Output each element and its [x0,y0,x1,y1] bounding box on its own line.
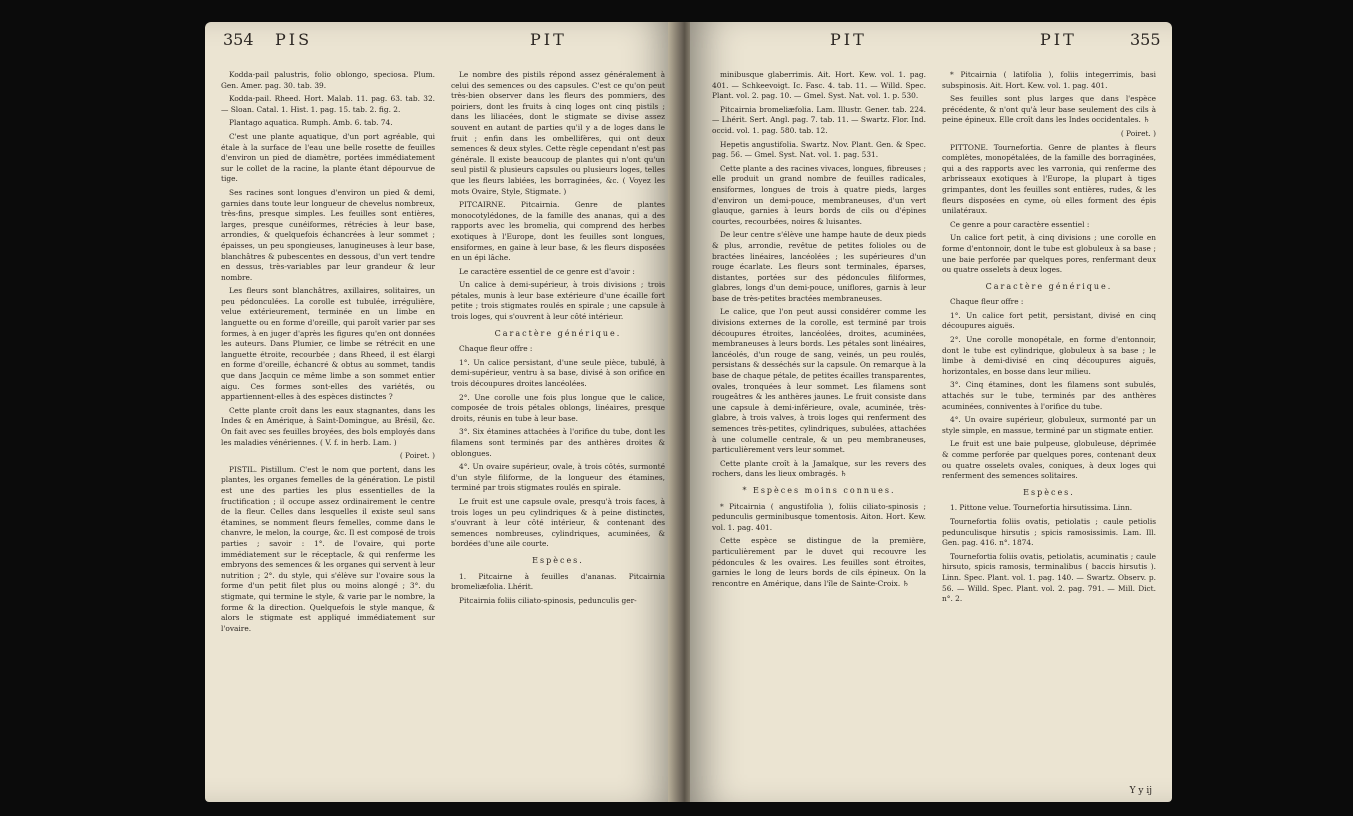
paragraph: 1. Pitcairne à feuilles d'ananas. Pitcairnia bromeliæfolia. Lhérit. [451,571,665,592]
paragraph: PITCAIRNE. Pitcairnia. Genre de plantes monocotylédones, de la famille des ananas, qui a des rapports avec les bromelia, qui comprend des herbes exotiques à l'Europe, dont les feuilles sont longues, ensiformes, en gaine à leur base, & les fleurs disposées en un épi lâche. [451,200,665,263]
left-column-1 [221,70,435,637]
paragraph: Le calice, que l'on peut aussi considérer comme les divisions externes de la corolle, est terminé par trois découpures étroites, lancéolées, droites, acuminées, membraneuses à leurs bords. Les pétales sont linéaires, lancéolés, d'un rouge de sang, veinés, un peu roulés, persistans & desséchés sur la capsule. On remarque à la base de chaque pétale, de petites écailles transparentes, ovales, tronquées à leur sommet. Les filamens sont rougeâtres & les anthères jaunes. Le fruit consiste dans une capsule à demi-inférieure, ovale, acuminée, très-glabre, à trois valves, à trois loges qui renferment des semences très-petites, cylindriques, subulées, attachées à une columelle centrale, & un peu membraneuses, particulièrement vers leur sommet. [712,307,926,455]
paragraph: De leur centre s'élève une hampe haute de deux pieds & plus, arrondie, revêtue de petites folioles ou de bractées linéaires, lancéolées ; les supérieures d'un rouge écarlate. Les fleurs sont terminales, éparses, distantes, portées sur des pédoncules filiformes, glabres, longs d'un demi-pouce, uniflores, garnis à leur base de très-petites bractées membraneuses. [712,230,926,303]
paragraph: Cette espèce se distingue de la première, particulièrement par le duvet qui recouvre les pédoncules & les ovaires. Les feuilles sont étroites, garnies le long de leurs bords de cils épineux. On la rencontre en Amérique, dans l'île de Sainte-Croix. ♄ [712,536,926,588]
paragraph: Ses feuilles sont plus larges que dans l'espèce précédente, & n'ont qu'à leur base seulement des cils à peine épineux. Elle croît dans les Indes occidentales. ♄ [942,94,1156,125]
paragraph: 4°. Un ovaire supérieur, ovale, à trois côtés, surmonté d'un style filiforme, de la longueur des étamines, terminé par trois stigmates roulés en spirale. [451,462,665,493]
paragraph: Pitcairnia foliis ciliato-spinosis, pedunculis ger- [459,595,637,605]
paragraph: 4°. Un ovaire supérieur, globuleux, surmonté par un style simple, en massue, terminé par un stigmate entier. [942,415,1156,435]
paragraph: 1. Pittone velue. Tournefortia hirsutissima. Linn. [950,503,1133,513]
paragraph: ( Poiret. ) [1120,128,1156,138]
paragraph: Le caractère essentiel de ce genre est d'avoir : [459,266,635,276]
paragraph: 1°. Un calice persistant, d'une seule pièce, tubulé, à demi-supérieur, ventru à sa base, divisé à son orifice en trois découpures droites lancéolées. [451,357,665,389]
paragraph: Caractère générique. [494,328,622,338]
paragraph: Les fleurs sont blanchâtres, axillaires, solitaires, un peu pédonculées. La corolle est tubulée, irrégulière, velue extérieurement, terminée en un limbe en languette ou en forme d'oreille, qui paroît varier par ses formes, à en juger d'après les figures qu'en ont données les auteurs. Dans Plumier, ce limbe se rétrécit en une languette étroite, recourbée ; dans Rheed, il est élargi en forme d'oreille, échancré & obtus au sommet, tandis que dans Jacquin ce même limbe a son sommet entier aigu. Ces formes sont-elles des variétés, ou appartiennent-elles à des espèces distinctes ? [221,286,435,402]
paragraph: * Espèces moins connues. [742,485,896,495]
paragraph: Un calice fort petit, à cinq divisions ; une corolle en forme d'entonnoir, dont le tube est globuleux à sa base ; une baie perforée par quelques pores, renfermant deux ou quatre osselets à deux loges. [942,233,1156,275]
left-page-number: 354 [223,30,254,49]
paragraph: Plantago aquatica. Rumph. Amb. 6. tab. 74. [229,118,393,128]
paragraph: Le fruit est une capsule ovale, presqu'à trois faces, à trois loges un peu cylindriques & à peine distinctes, s'ouvrant à leur côté intérieur, & contenant des semences nombreuses, cylindriques, acuminées, & bordées d'une aile courte. [451,496,665,549]
paragraph: Kodda-pail. Rheed. Hort. Malab. 11. pag. 63. tab. 32. — Sloan. Catal. 1. Hist. 1. pag. 15. tab. 2. fig. 2. [221,94,435,114]
right-page [690,22,1172,802]
paragraph: 1°. Un calice fort petit, persistant, divisé en cinq découpures aiguës. [942,310,1156,331]
paragraph: * Pitcairnia ( latifolia ), foliis integerrimis, basi subspinosis. Ait. Hort. Kew. vol. 1. pag. 401. [942,70,1156,90]
paragraph: Tournefortia foliis ovatis, petiolatis ; caule petiolis pedunculisque hirsutis ; spicis ramosissimis. Lam. Ill. Gen. pag. 416. n°. 1874. [942,516,1156,548]
right-page-number: 355 [1130,30,1161,49]
paragraph: PITTONE. Tournefortia. Genre de plantes à fleurs complètes, monopétalées, de la famille des borraginées, qui a des rapports avec les varronia, qui renferme des arbrisseaux exotiques à l'Europe, la plupart à tiges grimpantes, dont les feuilles sont entières, rudes, & les fleurs disposées en cyme, où elles forment des épis unilatéraux. [942,142,1156,216]
right-column-1 [712,70,926,592]
left-running-head-center: PIT [530,30,567,49]
paragraph: Chaque fleur offre : [459,344,533,354]
paragraph: PISTIL. Pistillum. C'est le nom que portent, dans les plantes, les organes femelles de la génération. Le pistil est une des parties les plus essentielles de la fructification ; il occupe assez ordinairement le centre de la fleur. Celles dans lesquelles il existe seul sans étamines, se nomment fleurs femelles, comme dans le chanvre, le melon, la courge, &c. Il est composé de trois parties ; savoir : 1°. de l'ovaire, qui porte immédiatement sur le réceptacle, & qui renferme les embryons des semences & les organes qui servent à leur nutrition ; 2°. du style, qui s'élève sur l'ovaire sous la forme d'un petit filet plus ou moins alongé ; 3°. du stigmate, qui termine le style, & varie par le nombre, la forme & la direction. Quelquefois le style manque, & alors le stigmate est appliqué immédiatement sur l'ovaire. [221,464,435,633]
left-running-head: PIS [275,30,313,49]
paragraph: Cette plante a des racines vivaces, longues, fibreuses ; elle produit un grand nombre de feuilles radicales, ensiformes, longues de trois à quatre pieds, larges d'environ un demi-pouce, membraneuses, d'un vert glauque, garnies à leurs bords de cils ou d'épines courtes, recourbées, noires & luisantes. [712,163,926,226]
signature-mark: Y y ij [1129,786,1152,796]
paragraph: minibusque glaberrimis. Ait. Hort. Kew. vol. 1. pag. 401. — Schkeevoigt. Ic. Fasc. 4. tab. 11. — Willd. Spec. Plant. vol. 2. pag. 10. — Gmel. Syst. Nat. vol. 1. p. 530. [712,70,926,101]
paragraph: Un calice à demi-supérieur, à trois divisions ; trois pétales, munis à leur base extérieure d'une écaille fort petite ; trois stigmates roulés en spirale ; une capsule à trois loges, qui s'ouvrent à leur côté intérieur. [451,280,665,322]
paragraph: Cette plante croît à la Jamaïque, sur les revers des rochers, dans les lieux ombragés. ♄ [712,458,926,479]
paragraph: Chaque fleur offre : [950,297,1024,307]
paragraph: Pitcairnia bromeliæfolia. Lam. Illustr. Gener. tab. 224. — Lhérit. Sert. Angl. pag. 7. tab. 11. — Swartz. Flor. Ind. occid. vol. 1. pag. 580. tab. 12. [712,104,926,135]
paragraph: ( Poiret. ) [399,451,435,461]
paragraph: Espèces. [532,555,584,565]
paragraph: Tournefortia foliis ovatis, petiolatis, acuminatis ; caule hirsuto, spicis ramosis, terminalibus ( baccis hirsutis ). Linn. Spec. Plant. vol. 1. pag. 140. — Swartz. Observ. p. 56. — Willd. Spec. Plant. vol. 2. pag. 791. — Mill. Dict. n°. 2. [942,551,1156,604]
paragraph: C'est une plante aquatique, d'un port agréable, qui étale à la surface de l'eau une belle rosette de feuilles d'environ un pied de diamètre, portées immédiatement sur le collet de la racine, la plante étant dépourvue de tige. [221,131,435,184]
left-page [205,22,675,802]
right-running-head: PIT [1040,30,1077,49]
right-running-head-center: PIT [830,30,867,49]
paragraph: Kodda-pail palustris, folio oblongo, speciosa. Plum. Gen. Amer. pag. 30. tab. 39. [221,70,435,90]
left-column-2 [451,70,665,609]
paragraph: 3°. Cinq étamines, dont les filamens sont subulés, attachés sur le tube, terminés par des anthères acuminées, conniventes à l'orifice du tube. [942,380,1156,411]
paragraph: 2°. Une corolle monopétale, en forme d'entonnoir, dont le tube est cylindrique, globuleux à sa base ; le limbe à demi-divisé en cinq découpures aiguës, horizontales, en bosse dans leur milieu. [942,335,1156,376]
paragraph: Hepetis angustifolia. Swartz. Nov. Plant. Gen. & Spec. pag. 56. — Gmel. Syst. Nat. vol. 1. pag. 531. [712,139,926,160]
right-column-2 [942,70,1156,608]
paragraph: Ce genre a pour caractère essentiel : [950,219,1090,229]
paragraph: Caractère générique. [985,281,1113,291]
paragraph: 3°. Six étamines attachées à l'orifice du tube, dont les filamens sont terminés par des anthères droites & oblongues. [451,427,665,458]
paragraph: 2°. Une corolle une fois plus longue que le calice, composée de trois pétales oblongs, linéaires, presque droits, réunis en tube à leur base. [451,392,665,423]
paragraph: Le fruit est une baie pulpeuse, globuleuse, déprimée & comme perforée par quelques pores, contenant deux ou quatre osselets ovales, coniques, à deux loges qui renferment des semences solitaires. [942,439,1156,481]
paragraph: Espèces. [1023,487,1075,497]
paragraph: * Pitcairnia ( angustifolia ), foliis ciliato-spinosis ; pedunculis germinibusque tomentosis. Aiton. Hort. Kew. vol. 1. pag. 401. [712,501,926,532]
paragraph: Le nombre des pistils répond assez généralement à celui des semences ou des capsules. C'est ce qu'on peut très-bien observer dans les fleurs des pommiers, des poiriers, dont les fruits à cinq loges ont cinq pistils ; dans les liliacées, dont le stigmate se divise assez souvent en autant de parties qu'il y a de loges dans le fruit ; enfin dans les ombellifères, qui ont deux semences & deux styles. Cette règle cependant n'est pas générale. Il existe beaucoup de plantes qui n'ont qu'un seul pistil & plusieurs capsules ou plusieurs loges, telles que les fleurs labiées, les borraginées, &c. ( Voyez les mots Ovaire, Style, Stigmate. ) [451,70,665,196]
paragraph: Cette plante croît dans les eaux stagnantes, dans les Indes & en Amérique, à Saint-Domingue, au Brésil, &c. On fait avec ses feuilles broyées, des bols employés dans les maladies vénériennes. ( V. f. in herb. Lam. ) [221,405,435,447]
paragraph: Ses racines sont longues d'environ un pied & demi, garnies dans toute leur longueur de chevelus nombreux, très-fins, presque simples. Les feuilles sont entières, larges, presque cunéiformes, rétrécies à leur base, arrondies, & quelquefois échancrées à leur sommet ; épaisses, un peu spongieuses, lanugineuses à leur base, blanchâtres & pubescentes en dessous, d'un vert tendre en dessus, très-variables par leur grandeur & leur nombre. [221,187,435,282]
